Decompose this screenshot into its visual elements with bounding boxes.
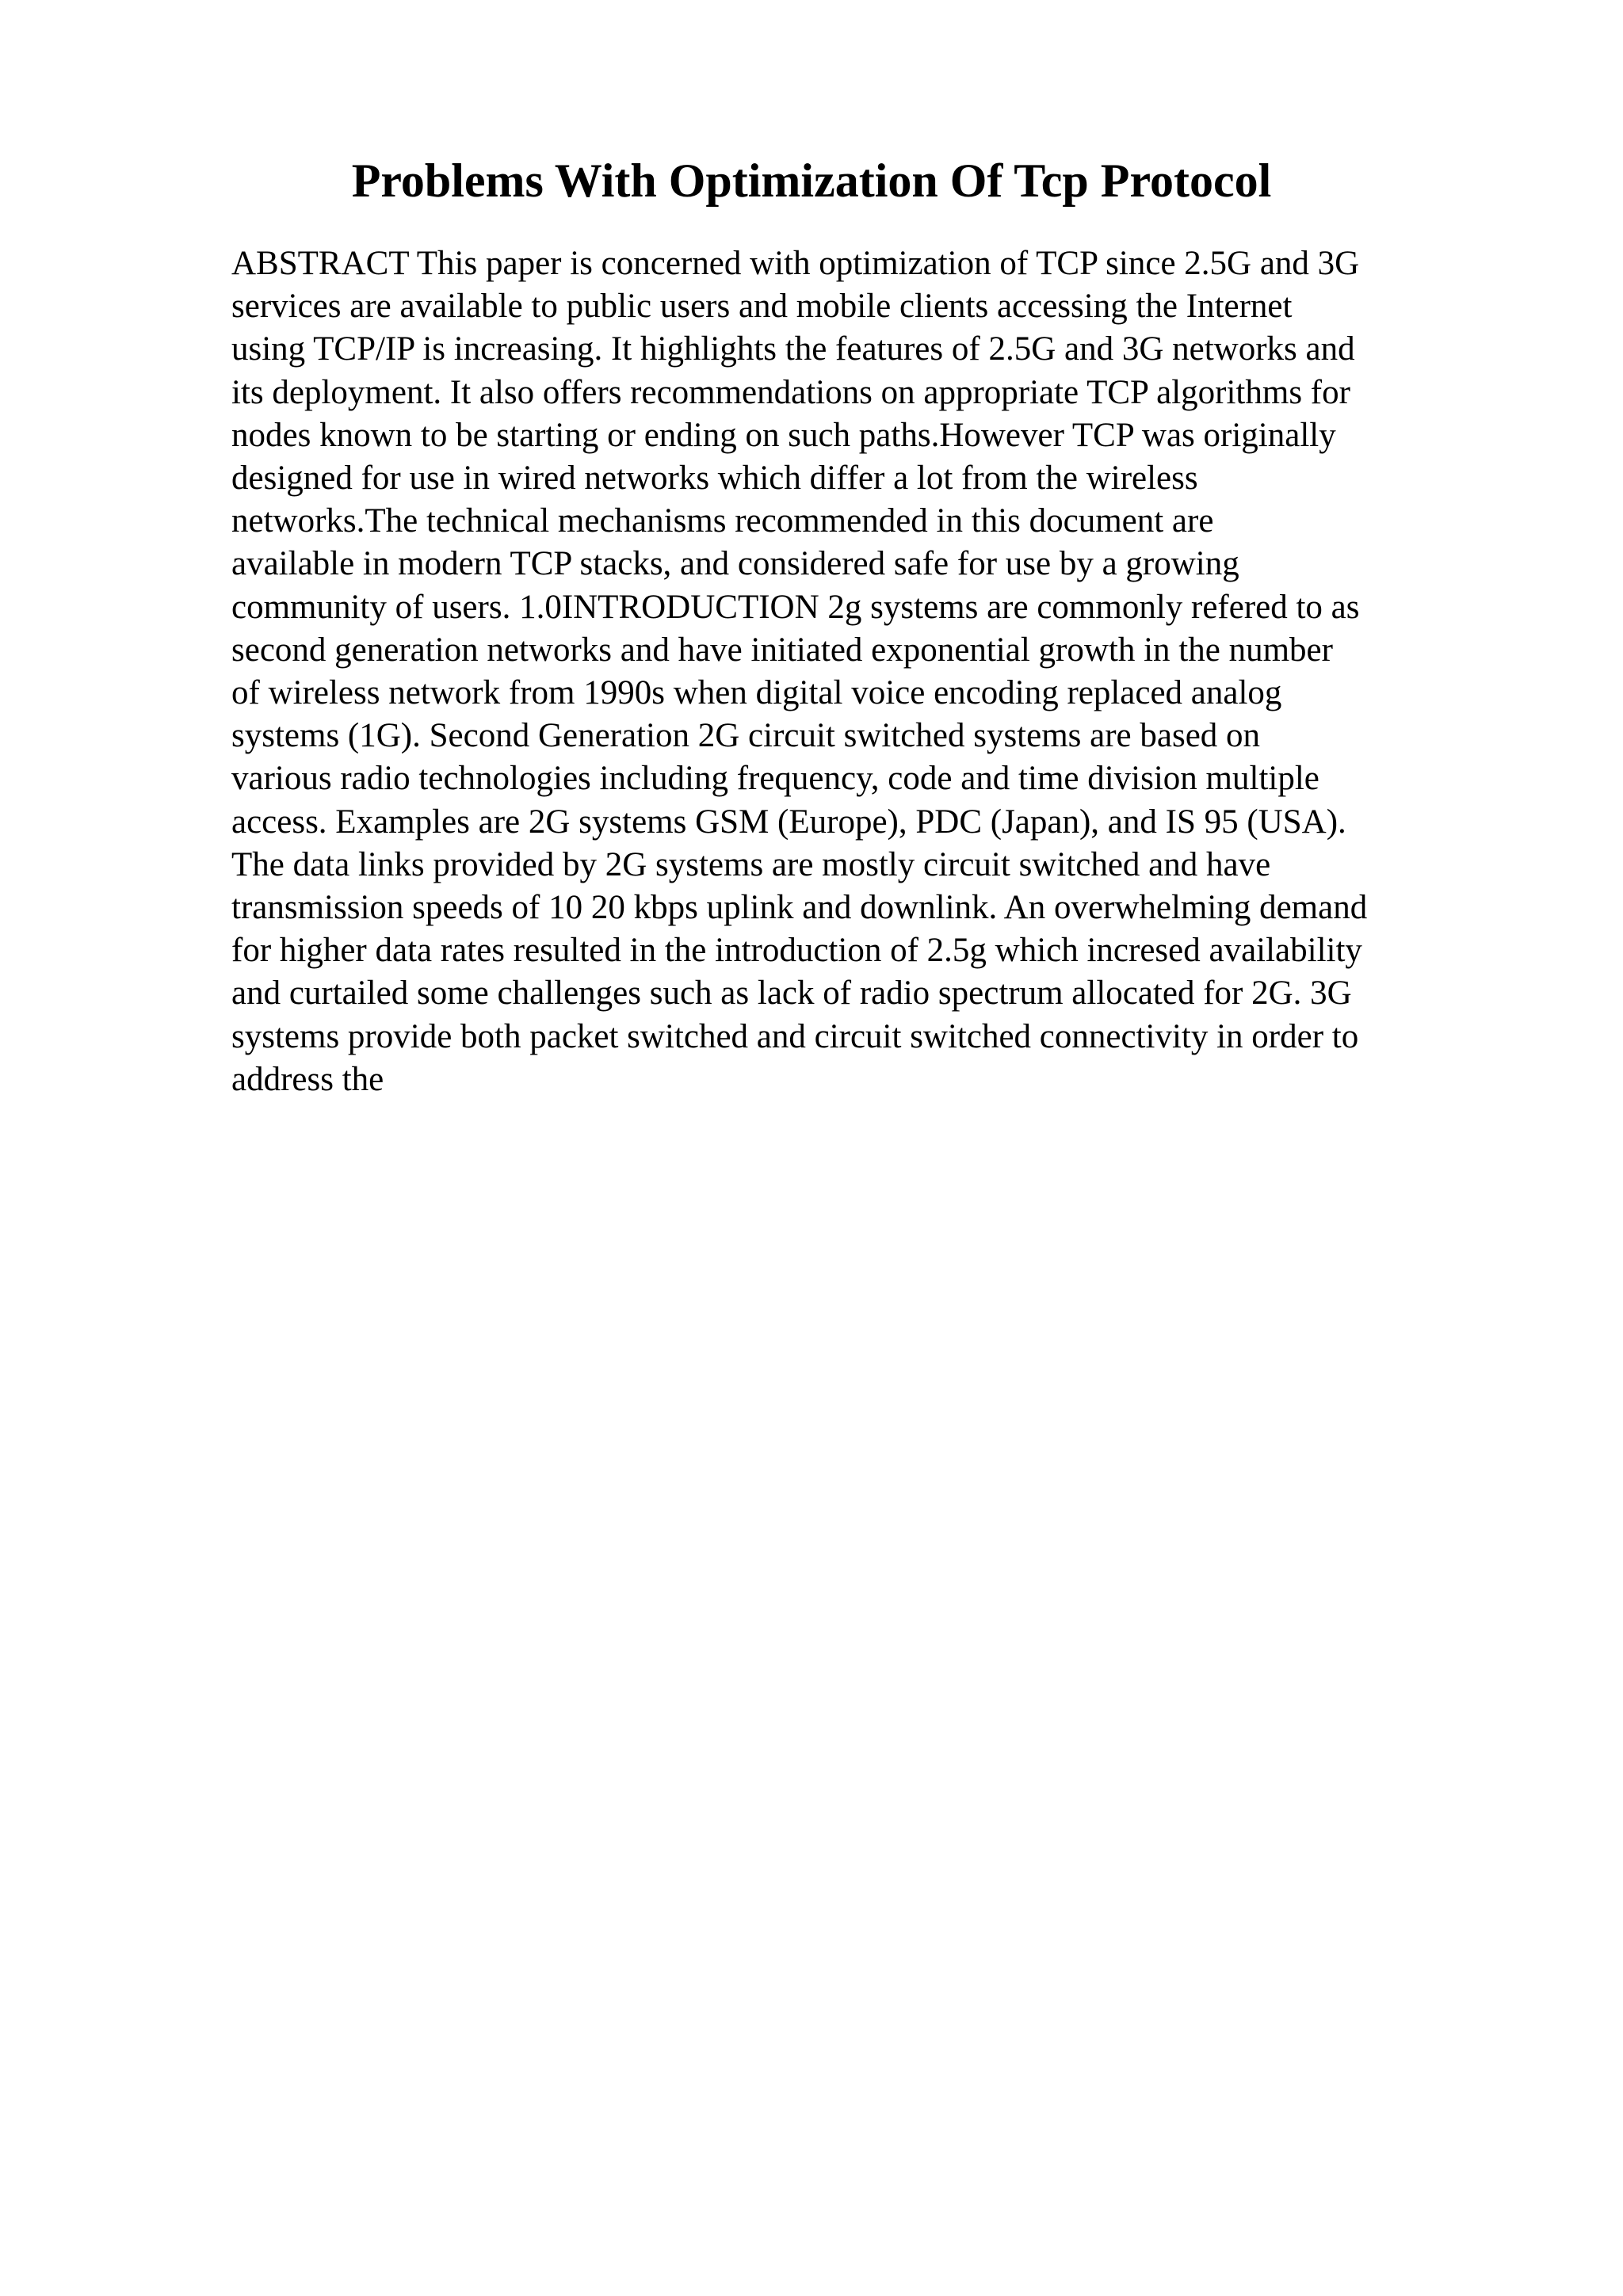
body-line: services are available to public users and mobile clients accessing the Internet	[231, 288, 1293, 326]
body-line: and curtailed some challenges such as lack of radio spectrum allocated for 2G. 3G	[231, 974, 1352, 1013]
abstract-body	[231, 242, 1484, 1101]
body-line: for higher data rates resulted in the introduction of 2.5g which incresed availability	[231, 932, 1362, 970]
body-line: systems provide both packet switched and circuit switched connectivity in order to	[231, 1017, 1359, 1055]
body-line: networks.The technical mechanisms recommended in this document are	[231, 502, 1214, 540]
body-line: access. Examples are 2G systems GSM (Europe), PDC (Japan), and IS 95 (USA).	[231, 803, 1346, 841]
body-line: second generation networks and have initiated exponential growth in the number	[231, 631, 1333, 669]
body-line: of wireless network from 1990s when digital voice encoding replaced analog	[231, 674, 1282, 712]
body-line: address the	[231, 1060, 384, 1098]
body-line: community of users. 1.0INTRODUCTION 2g systems are commonly refered to as	[231, 588, 1360, 626]
body-line: systems (1G). Second Generation 2G circuit switched systems are based on	[231, 717, 1261, 755]
body-line: available in modern TCP stacks, and considered safe for use by a growing	[231, 545, 1239, 583]
page-title: Problems With Optimization Of Tcp Protocol	[351, 154, 1272, 207]
body-line: ABSTRACT This paper is concerned with optimization of TCP since 2.5G and 3G	[231, 245, 1360, 282]
body-line: nodes known to be starting or ending on such paths.However TCP was originally	[231, 416, 1336, 454]
body-line: transmission speeds of 10 20 kbps uplink and downlink. An overwhelming demand	[231, 889, 1368, 927]
body-line: its deployment. It also offers recommendations on appropriate TCP algorithms for	[231, 373, 1350, 411]
body-line: designed for use in wired networks which differ a lot from the wireless	[231, 460, 1198, 498]
body-line: using TCP/IP is increasing. It highlights the features of 2.5G and 3G networks and	[231, 330, 1355, 368]
body-line: various radio technologies including frequency, code and time division multiple	[231, 760, 1319, 798]
body-line: The data links provided by 2G systems are mostly circuit switched and have	[231, 845, 1271, 883]
